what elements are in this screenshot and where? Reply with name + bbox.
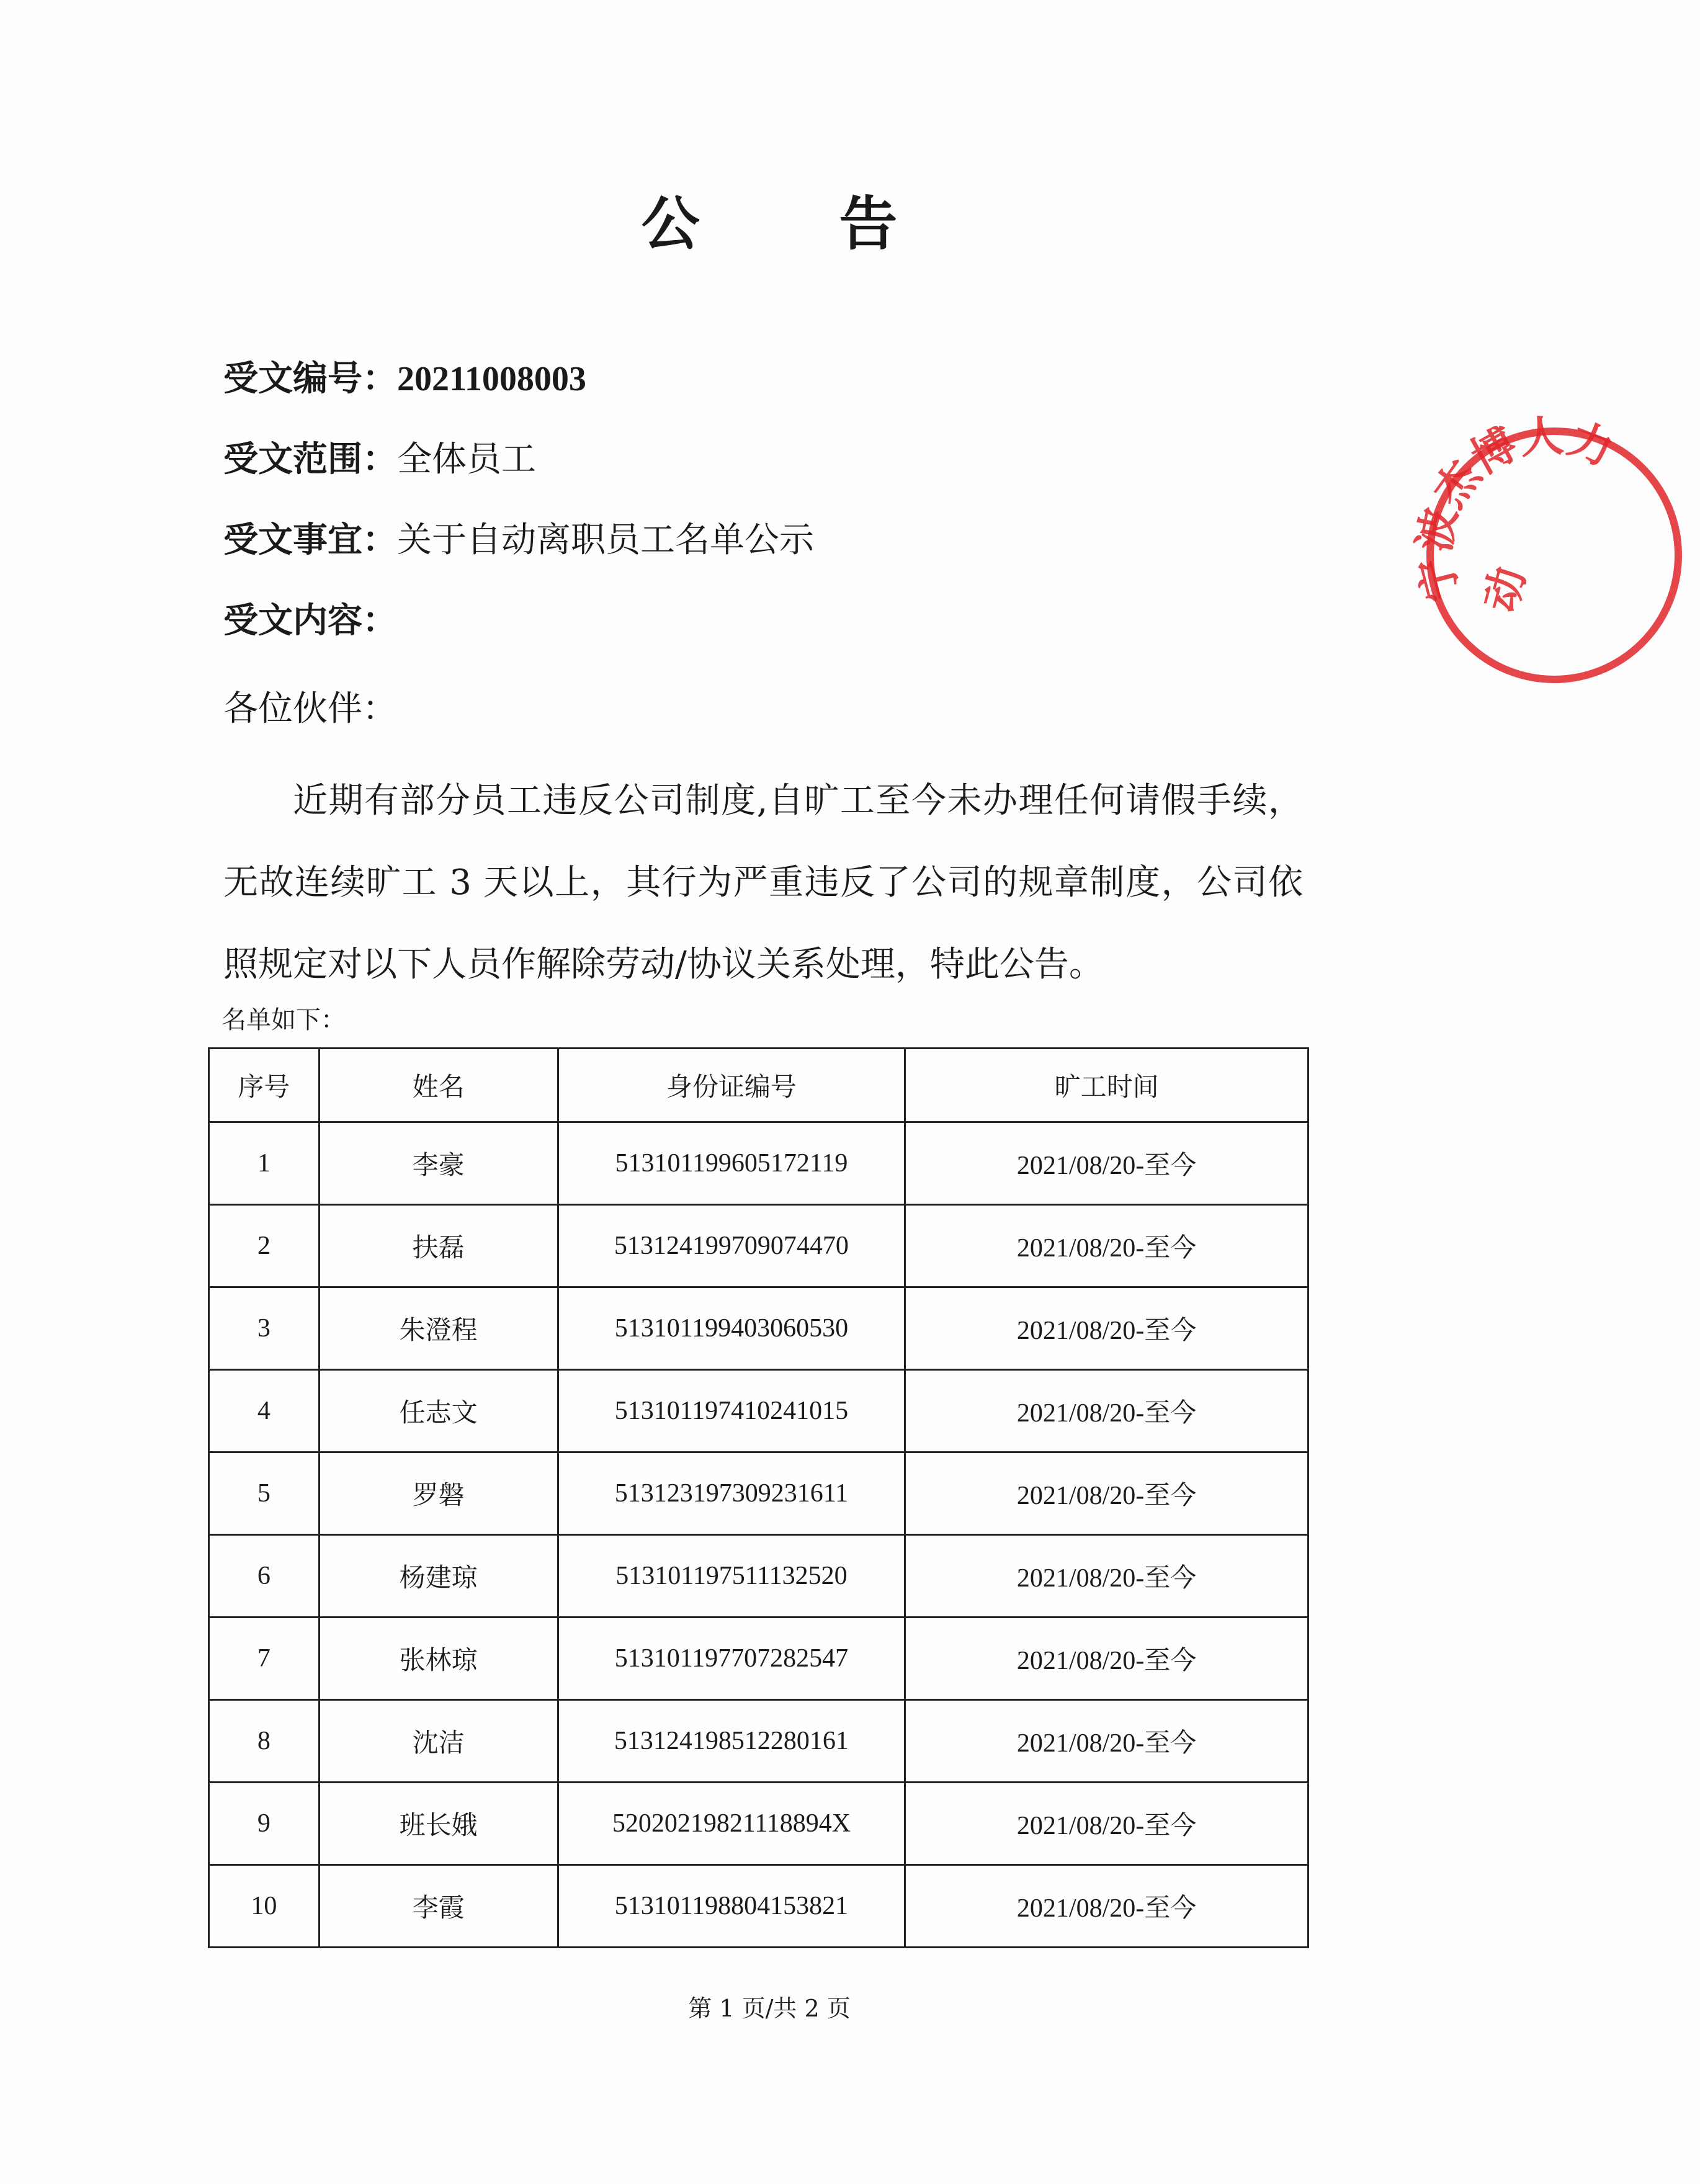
row-name: 张林琼 [319, 1618, 558, 1700]
content-label: 受文内容： [223, 600, 397, 641]
header-absence-time: 旷工时间 [905, 1049, 1309, 1122]
row-name: 扶磊 [319, 1205, 558, 1287]
row-index: 1 [209, 1122, 320, 1205]
row-absence-time: 2021/08/20-至今 [905, 1370, 1309, 1452]
row-index: 7 [209, 1618, 320, 1700]
row-absence-time: 2021/08/20-至今 [905, 1618, 1309, 1700]
table-row [209, 1370, 1309, 1452]
row-name: 杨建琼 [319, 1535, 558, 1618]
row-name: 沈洁 [319, 1700, 558, 1783]
row-index: 2 [209, 1205, 320, 1287]
table-row [209, 1783, 1309, 1865]
row-id-number: 513101197511132520 [558, 1535, 905, 1618]
row-id-number: 513101197707282547 [558, 1618, 905, 1700]
company-seal [1408, 410, 1700, 701]
header-index: 序号 [209, 1049, 320, 1122]
dismissal-table [208, 1047, 1309, 1948]
row-index: 3 [209, 1287, 320, 1370]
table-header-row [209, 1049, 1309, 1122]
scope-value: 全体员工 [397, 439, 536, 480]
row-index: 6 [209, 1535, 320, 1618]
row-name: 朱澄程 [319, 1287, 558, 1370]
row-id-number: 513101199403060530 [558, 1287, 905, 1370]
row-id-number: 513123197309231611 [558, 1452, 905, 1535]
table-row [209, 1205, 1309, 1287]
row-index: 9 [209, 1783, 320, 1865]
table-row [209, 1700, 1309, 1783]
row-absence-time: 2021/08/20-至今 [905, 1783, 1309, 1865]
row-absence-time: 2021/08/20-至今 [905, 1122, 1309, 1205]
row-name: 班长娥 [319, 1783, 558, 1865]
row-absence-time: 2021/08/20-至今 [905, 1205, 1309, 1287]
row-absence-time: 2021/08/20-至今 [905, 1287, 1309, 1370]
row-id-number: 513101198804153821 [558, 1865, 905, 1948]
row-absence-time: 2021/08/20-至今 [905, 1452, 1309, 1535]
list-label: 名单如下： [221, 1006, 346, 1034]
row-name: 罗磐 [319, 1452, 558, 1535]
greeting: 各位伙伴： [223, 689, 397, 729]
page-footer: 第 1 页/共 2 页 [688, 1995, 851, 2022]
row-name: 李霞 [319, 1865, 558, 1948]
row-id-number: 513101199605172119 [558, 1122, 905, 1205]
seal-text: 宁波杰博人力 [1408, 410, 1621, 607]
header-name: 姓名 [319, 1049, 558, 1122]
document-title: 公 告 [641, 190, 957, 258]
header-id-number: 身份证编号 [558, 1049, 905, 1122]
row-absence-time: 2021/08/20-至今 [905, 1700, 1309, 1783]
row-id-number: 513101197410241015 [558, 1370, 905, 1452]
scope-field [223, 437, 536, 481]
row-index: 8 [209, 1700, 320, 1783]
receipt-number-value: 20211008003 [397, 360, 586, 398]
notice-paragraph: 近期有部分员工违反公司制度,自旷工至今未办理任何请假手续，无故连续旷工 3 天以上，其行为严重违反了公司的规章制度，公司依照规定对以下人员作解除劳动/协议关系处理，特此公告。 [223, 781, 1303, 985]
receipt-number-field [223, 357, 586, 401]
row-id-number: 513124198512280161 [558, 1700, 905, 1783]
row-index: 4 [209, 1370, 320, 1452]
row-absence-time: 2021/08/20-至今 [905, 1865, 1309, 1948]
matter-value: 关于自动离职员工名单公示 [397, 520, 814, 560]
table-body [209, 1122, 1309, 1948]
row-index: 5 [209, 1452, 320, 1535]
table-row [209, 1535, 1309, 1618]
row-id-number: 513124199709074470 [558, 1205, 905, 1287]
row-name: 任志文 [319, 1370, 558, 1452]
row-index: 10 [209, 1865, 320, 1948]
row-absence-time: 2021/08/20-至今 [905, 1535, 1309, 1618]
table-row [209, 1618, 1309, 1700]
row-name: 李豪 [319, 1122, 558, 1205]
matter-field [223, 518, 814, 562]
table-row [209, 1865, 1309, 1948]
seal-text-2: 动 [1475, 562, 1536, 617]
table-row [209, 1122, 1309, 1205]
table-row [209, 1452, 1309, 1535]
scope-label: 受文范围： [223, 439, 397, 480]
table-row [209, 1287, 1309, 1370]
content-field [223, 599, 397, 643]
matter-label: 受文事宜： [223, 519, 397, 560]
receipt-number-label: 受文编号： [223, 358, 397, 399]
row-id-number: 52020219821118894X [558, 1783, 905, 1865]
